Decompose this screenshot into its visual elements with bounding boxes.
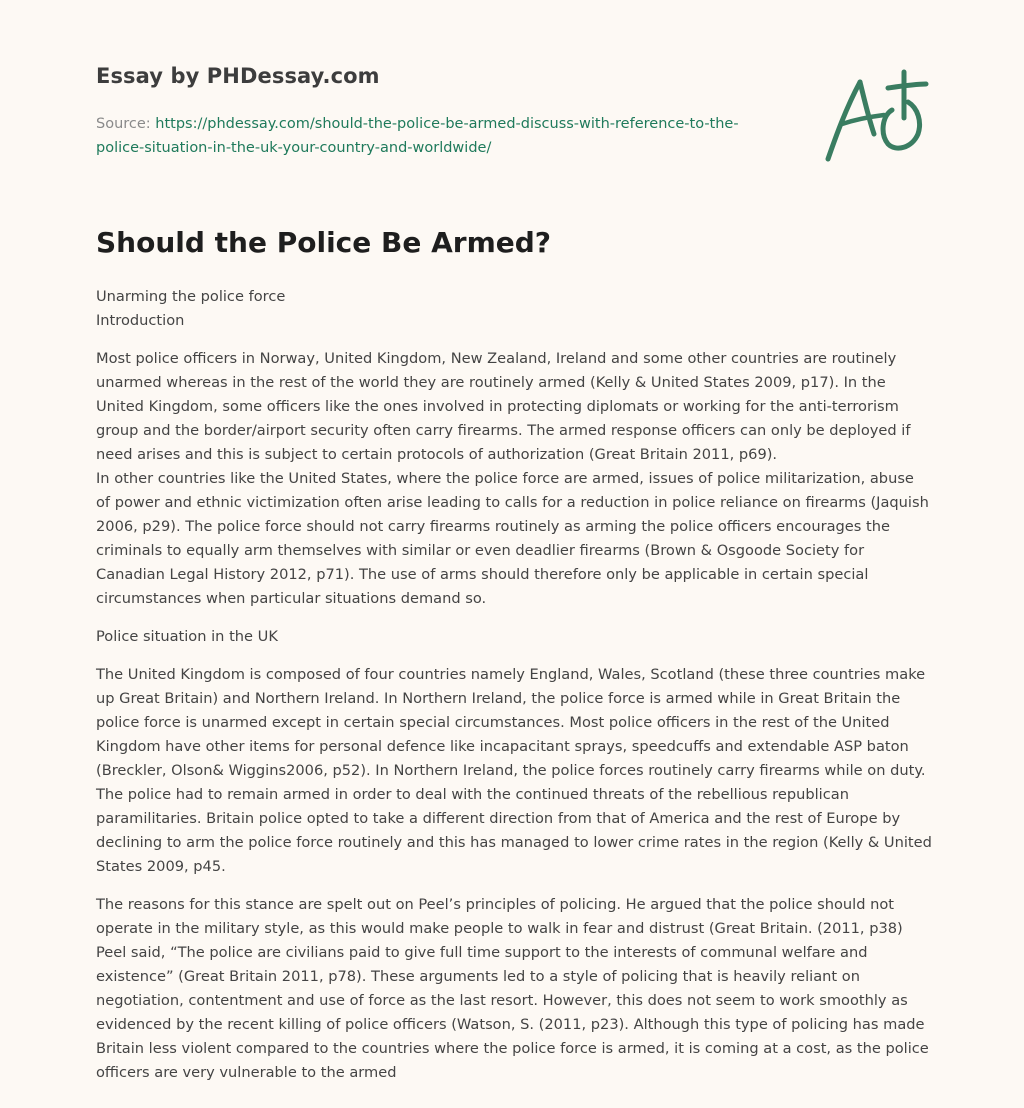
source-label: Source: — [96, 116, 156, 132]
essay-subtitle: Unarming the police force — [96, 288, 286, 305]
paragraph: In other countries like the United States, where the police force are armed, issues of police militarization, abuse of power and ethnic victimization often arise leading to calls for a reduction in police reliance on firearms (Jaquish 2006, p29). The police force should not carry firearms routinely as arming the police officers encourages the criminals to equally arm themselves with similar or even deadlier firearms (Brown & Osgoode Society for Canadian Legal History 2012, p71). The use of arms should therefore only be applicable in certain special circumstances when particular situations demand so. — [96, 470, 929, 607]
source-link[interactable]: https://phdessay.com/should-the-police-be-armed-discuss-with-reference-to-the-police-situation-in-the-uk-your-country-and-worldwide/ — [96, 116, 739, 156]
section-heading-introduction: Introduction — [96, 312, 185, 329]
source-line — [96, 112, 756, 160]
site-title: Essay by PHDessay.com — [96, 64, 380, 88]
section-heading-police-uk: Police situation in the UK — [96, 628, 278, 645]
essay-content — [96, 285, 932, 1099]
section-heading-group — [96, 285, 932, 333]
paragraph: The reasons for this stance are spelt out on Peel’s principles of policing. He argued that the police should not operate in the military style, as this would make people to walk in fear and distrust (Great Britain. (2011, p38) Peel said, “The police are civilians paid to give full time support to the interests of communal welfare and existence” (Great Britain 2011, p78). These arguments led to a style of policing that is heavily reliant on negotiation, contentment and use of force as the last resort. However, this does not seem to work smoothly as evidenced by the recent killing of police officers (Watson, S. (2011, p23). Although this type of policing has made Britain less violent compared to the countries where the police force is armed, it is coming at a cost, as the police officers are very vulnerable to the armed — [96, 896, 929, 1081]
a-plus-grade-icon — [822, 64, 932, 168]
paragraph: The United Kingdom is composed of four countries namely England, Wales, Scotland (these three countries make up Great Britain) and Northern Ireland. In Northern Ireland, the police force is armed while in Great Britain the police force is unarmed except in certain special circumstances. Most police officers in the rest of the United Kingdom have other items for personal defence like incapacitant sprays, speedcuffs and extendable ASP baton (Breckler, Olson& Wiggins2006, p52). In Northern Ireland, the police forces routinely carry firearms while on duty. The police had to remain armed in order to deal with the continued threats of the rebellious republican paramilitaries. Britain police opted to take a different direction from that of America and the rest of Europe by declining to arm the police force routinely and this has managed to lower crime rates in the region (Kelly & United States 2009, p45. — [96, 666, 932, 875]
essay-title: Should the Police Be Armed? — [96, 226, 552, 259]
paragraph: Most police officers in Norway, United Kingdom, New Zealand, Ireland and some other countries are routinely unarmed whereas in the rest of the world they are routinely armed (Kelly & United States 2009, p17). In the United Kingdom, some officers like the ones involved in protecting diplomats or working for the anti-terrorism group and the border/airport security often carry firearms. The armed response officers can only be deployed if need arises and this is subject to certain protocols of authorization (Great Britain 2011, p69). — [96, 350, 911, 463]
